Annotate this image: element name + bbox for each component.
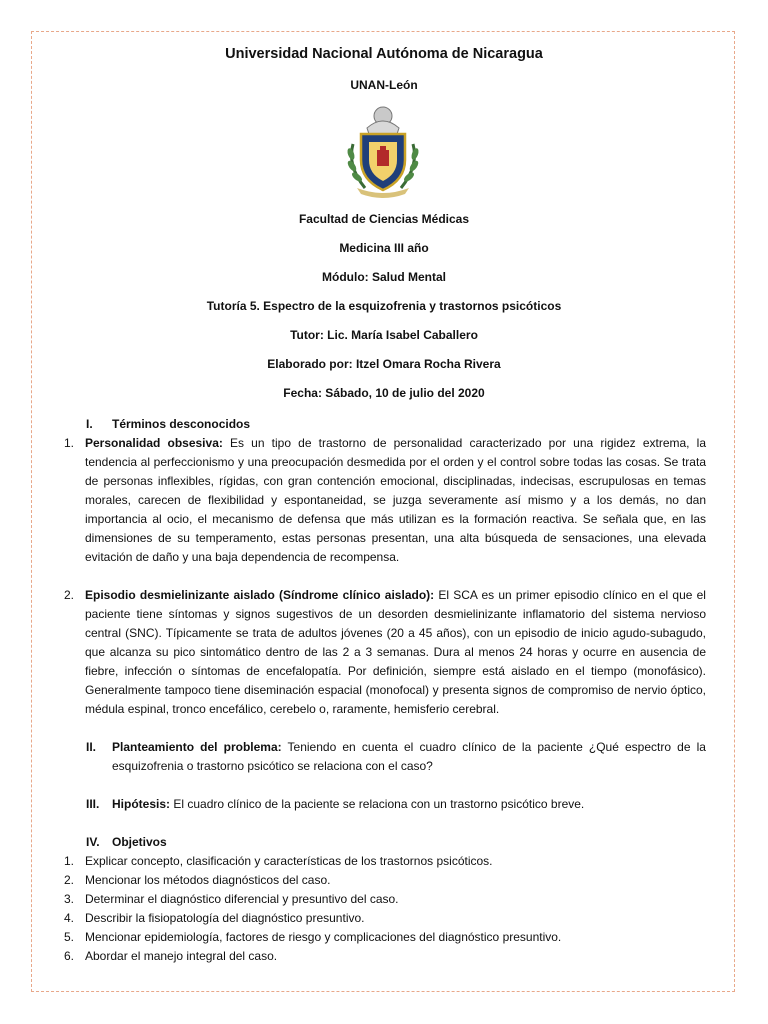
date-line: Fecha: Sábado, 10 de julio del 2020 xyxy=(283,386,485,400)
year-line: Medicina III año xyxy=(339,241,429,255)
objective-item xyxy=(64,909,706,928)
section-text: El cuadro clínico de la paciente se relaciona con un trastorno psicótico breve. xyxy=(170,797,585,811)
term-name: Episodio desmielinizante aislado (Síndrome clínico aislado): xyxy=(85,588,435,602)
section-number: I. xyxy=(86,417,93,431)
faculty-line: Facultad de Ciencias Médicas xyxy=(298,212,470,226)
objective-item xyxy=(64,852,706,871)
objective-text: Mencionar epidemiología, factores de riesgo y complicaciones del diagnóstico presuntivo. xyxy=(85,930,562,944)
section-heading-objectives xyxy=(64,833,706,852)
section-number: II. xyxy=(86,740,97,754)
term-number: 2. xyxy=(64,588,75,602)
objective-text: Explicar concepto, clasificación y características de los trastornos psicóticos. xyxy=(85,854,493,868)
section-title: Objetivos xyxy=(112,835,167,849)
objective-text: Mencionar los métodos diagnósticos del caso. xyxy=(85,873,331,887)
objective-text: Describir la fisiopatología del diagnóstico presuntivo. xyxy=(85,911,365,925)
author-line: Elaborado por: Itzel Omara Rocha Rivera xyxy=(267,357,501,371)
objective-text: Abordar el manejo integral del caso. xyxy=(85,949,278,963)
campus-name: UNAN-León xyxy=(350,78,418,92)
section-number: IV. xyxy=(86,835,100,849)
term-definition: El SCA es un primer episodio clínico en el que el paciente tiene síntomas y signos sugestivos de un desorden desmielinizante inflamatorio del sistema nervioso central (SNC). Típicamente se trata de adultos jóvenes (20 a 45 años), con un episodio de inicio agudo-subagudo, que alcanza su pico sintomático dentro de las 2 a 3 semanas. Dura al menos 24 horas y ocurre en ausencia de fiebre, infección o síntomas de encefalopatía. Por definición, siempre está aislado en el tiempo (monofásico). Generalmente tampoco tiene diseminación espacial (monofocal) y presenta signos de compromiso de nervio óptico, médula espinal, tronco encefálico, cerebelo o, raramente, hemisferio cerebral. xyxy=(85,588,706,716)
section-number: III. xyxy=(86,797,100,811)
term-item xyxy=(64,434,706,567)
section-hypothesis xyxy=(64,795,706,814)
term-definition: Es un tipo de trastorno de personalidad caracterizado por una rigidez extrema, la tendencia al perfeccionismo y una preocupación desmedida por el orden y el control sobre todas las cosas. Se trata de personas inflexibles, rígidas, con gran contención emocional, disciplinadas, indecisas, escrupulosas en temas morales, carecen de flexibilidad y espontaneidad, se juzga severamente así mismo y a los demás, no dan importancia al ocio, el mecanismo de defensa que más utilizan es la formación reactiva. Se señala que, en las dimensiones de su temperamento, estas personas presentan, una alta búsqueda de sensaciones, una elevada evitación de daño y una baja dependencia de recompensa. xyxy=(85,436,706,564)
tutor-line: Tutor: Lic. María Isabel Caballero xyxy=(290,328,478,342)
section-label: Hipótesis: xyxy=(112,797,171,811)
section-label: Planteamiento del problema: xyxy=(112,740,282,754)
objective-item xyxy=(64,947,706,966)
section-text: Teniendo en cuenta el cuadro clínico de la paciente ¿Qué espectro de la esquizofrenia o trastorno psicótico se relaciona con el caso? xyxy=(112,740,706,773)
section-heading-terms xyxy=(64,415,706,434)
university-crest-logo xyxy=(343,104,423,198)
term-number: 1. xyxy=(64,436,75,450)
document-body xyxy=(64,415,706,966)
section-title: Términos desconocidos xyxy=(112,417,251,431)
section-problem-statement xyxy=(64,738,706,776)
objective-item xyxy=(64,928,706,947)
objective-number: 4. xyxy=(64,911,75,925)
objective-number: 5. xyxy=(64,930,75,944)
university-title: Universidad Nacional Autónoma de Nicaragua xyxy=(225,46,543,62)
objective-number: 3. xyxy=(64,892,75,906)
objective-number: 1. xyxy=(64,854,75,868)
module-line: Módulo: Salud Mental xyxy=(322,270,446,284)
objective-item xyxy=(64,871,706,890)
term-item xyxy=(64,586,706,719)
objective-number: 2. xyxy=(64,873,75,887)
objective-text: Determinar el diagnóstico diferencial y presuntivo del caso. xyxy=(85,892,399,906)
tutorial-title: Tutoría 5. Espectro de la esquizofrenia y trastornos psicóticos xyxy=(206,299,562,313)
term-name: Personalidad obsesiva: xyxy=(85,436,223,450)
objective-item xyxy=(64,890,706,909)
objective-number: 6. xyxy=(64,949,75,963)
